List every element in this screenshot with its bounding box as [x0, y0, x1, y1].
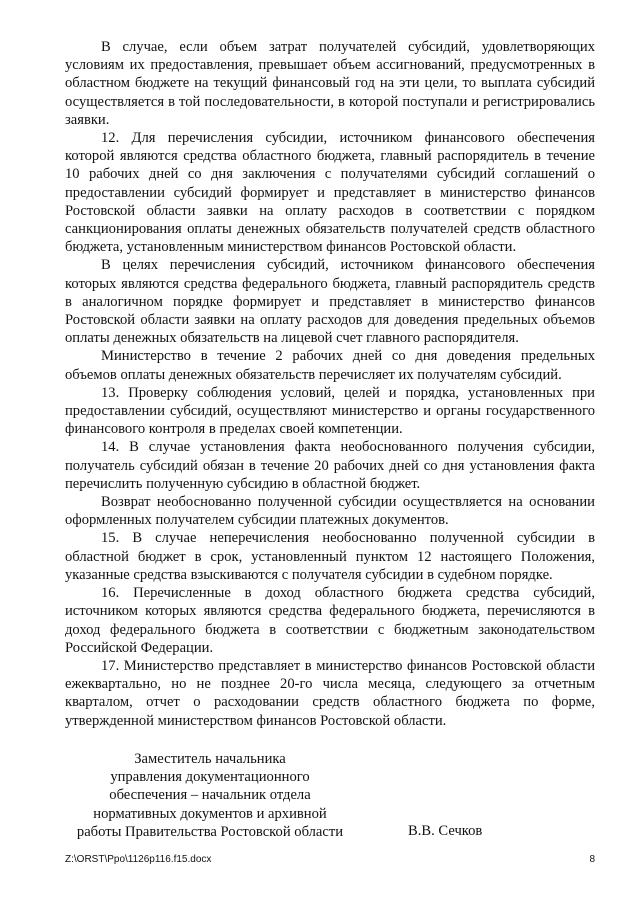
signature-block — [65, 750, 595, 841]
paragraph: 15. В случае неперечисления необоснованно полученной субсидии в областной бюджет в срок, установленный пунктом 12 настоящего Положения, указанные средства взыскиваются с получателя субсидии в судебном порядке. — [65, 530, 595, 583]
paragraph: Министерство в течение 2 рабочих дней со дня доведения предельных объемов оплаты денежных обязательств перечисляет их получателям субсидий. — [65, 348, 595, 383]
signatory-title: Заместитель начальника управления документационного обеспечения – начальник отдела нормативных документов и архивной работы Правительства Ростовской области — [76, 751, 344, 840]
paragraph: 13. Проверку соблюдения условий, целей и порядка, установленных при предоставлении субсидий, осуществляют министерство и органы государственного финансового контроля в пределах своей компетенции. — [65, 384, 595, 438]
document-body — [65, 38, 595, 730]
paragraph: 16. Перечисленные в доход областного бюджета средства субсидий, источником которых являются средства федерального бюджета, перечисляются в доход федерального бюджета в соответствии с бюджетным законодательством Российской Федерации. — [65, 585, 595, 656]
paragraph: 14. В случае установления факта необоснованного получения субсидии, получатель субсидий обязан в течение 20 рабочих дней со дня установления факта перечислить полученную субсидию в областной бюджет. — [65, 439, 595, 492]
paragraph: 17. Министерство представляет в министерство финансов Ростовской области ежеквартально, но не позднее 20-го числа месяца, следующего за отчетным кварталом, отчет о расходовании средств областного бюджета по форме, утвержденной министерством финансов Ростовской области. — [65, 657, 595, 729]
paragraph: Возврат необоснованно полученной субсидии осуществляется на основании оформленных получателем субсидии платежных документов. — [65, 494, 595, 529]
paragraph: В случае, если объем затрат получателей субсидий, удовлетворяющих условиям их предоставления, превышает объем ассигнований, предусмотренных в областном бюджете на текущий финансовый год на эти цели, то выплата субсидий осуществляется в той последовательности, в которой поступали и регистрировались заявки. — [65, 39, 595, 128]
signatory-name: В.В. Сечков — [408, 823, 483, 839]
paragraph: В целях перечисления субсидий, источником финансового обеспечения которых являются средства федерального бюджета, главный распорядитель средств в аналогичном порядке формирует и представляет в министерство финансов Ростовской области заявки на оплату расходов для доведения предельных объемов оплаты денежных обязательств на лицевой счет главного распорядителя. — [65, 257, 595, 347]
paragraph: 12. Для перечисления субсидии, источником финансового обеспечения которой являются средства областного бюджета, главный распорядитель в течение 10 рабочих дней со дня заключения с получателями субсидий соглашений о предоставлении субсидий формирует и представляет в министерство финансов Ростовской области заявки на оплату расходов в соответствии с порядком санкционирования оплаты денежных обязательств получателей средств областного бюджета, установленным министерством финансов Ростовской области. — [65, 130, 595, 256]
file-path: Z:\ORST\Ppo\1126p116.f15.docx — [65, 854, 212, 865]
page-number: 8 — [589, 854, 595, 865]
